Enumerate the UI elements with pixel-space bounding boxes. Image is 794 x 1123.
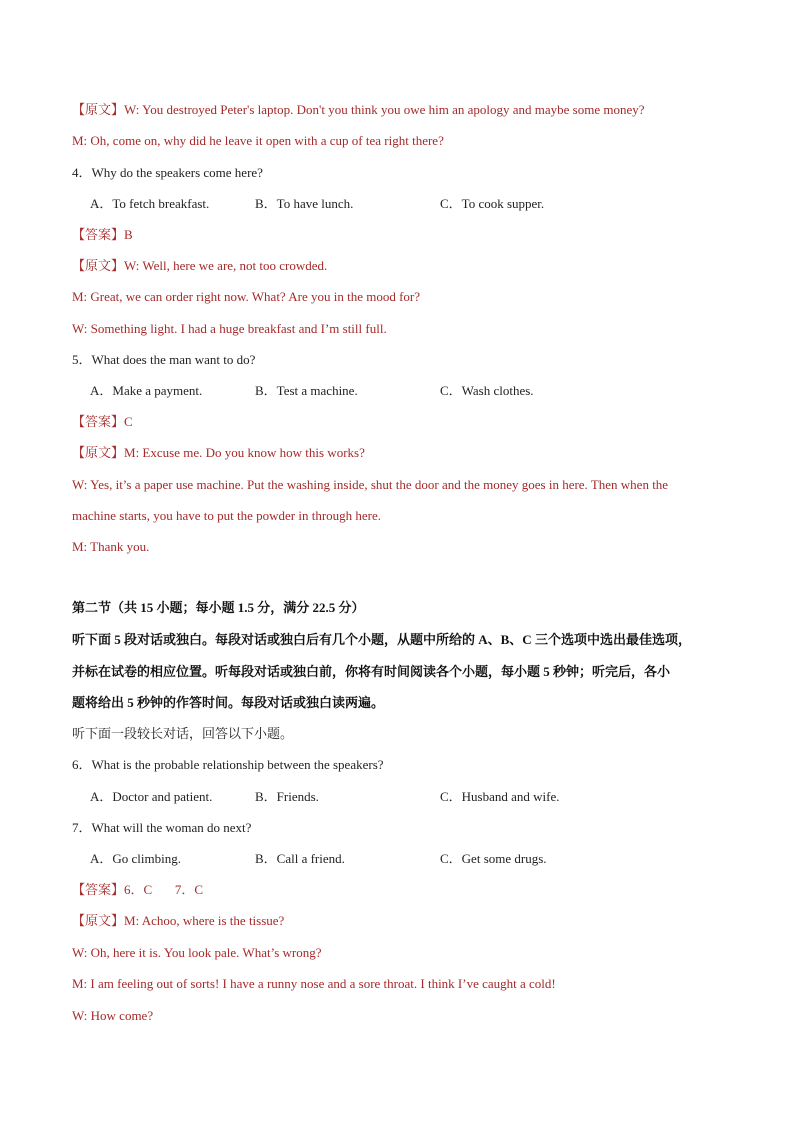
- option-b: B．Call a friend.: [255, 851, 345, 866]
- transcript-tag: 【原文】: [72, 258, 125, 273]
- answer-line: [72, 413, 734, 431]
- answer-tag: 【答案】: [72, 882, 125, 897]
- option-c: C．To cook supper.: [440, 196, 545, 211]
- transcript-text: M: Achoo, where is the tissue?: [124, 913, 285, 928]
- instructions-line: 并标在试卷的相应位置。听每段对话或独白前，你将有时间阅读各个小题，每小题 5 秒钟；听完后，各小: [72, 664, 671, 679]
- option-c: C．Get some drugs.: [440, 851, 547, 866]
- question-7: 7．What will the woman do next?: [72, 820, 252, 835]
- transcript-line: [72, 912, 734, 930]
- transcript-line: M: I am feeling out of sorts! I have a runny nose and a sore throat. I think I’ve caught a cold!: [72, 976, 556, 991]
- answer-line: [72, 881, 734, 899]
- transcript-line: W: Yes, it’s a paper use machine. Put the washing inside, shut the door and the money goes in here. Then when the: [72, 477, 669, 492]
- option-b: B．To have lunch.: [255, 196, 354, 211]
- answer-value: 6．C 7．C: [124, 882, 204, 897]
- question-6: 6．What is the probable relationship between the speakers?: [72, 757, 384, 772]
- transcript-line: M: Thank you.: [72, 539, 150, 554]
- option-c: C．Wash clothes.: [440, 383, 534, 398]
- option-b: B．Friends.: [255, 789, 319, 804]
- question-5: 5．What does the man want to do?: [72, 352, 256, 367]
- answer-tag: 【答案】: [72, 227, 125, 242]
- transcript-line: W: How come?: [72, 1008, 154, 1023]
- transcript-tag: 【原文】: [72, 102, 125, 117]
- option-a: A．To fetch breakfast.: [90, 196, 210, 211]
- transcript-tag: 【原文】: [72, 445, 125, 460]
- option-a: A．Go climbing.: [90, 851, 181, 866]
- answer-line: [72, 226, 734, 244]
- instructions-line: 听下面 5 段对话或独白。每段对话或独白后有几个小题，从题中所给的 A、B、C 三个选项中选出最佳选项，: [72, 632, 691, 647]
- option-c: C．Husband and wife.: [440, 789, 560, 804]
- transcript-line: [72, 444, 734, 462]
- transcript-line: W: Oh, here it is. You look pale. What’s wrong?: [72, 945, 322, 960]
- options-4: [90, 195, 730, 213]
- transcript-text: W: You destroyed Peter's laptop. Don't you think you owe him an apology and maybe some money?: [124, 102, 645, 117]
- transcript-tag: 【原文】: [72, 913, 125, 928]
- instructions-line: 题将给出 5 秒钟的作答时间。每段对话或独白读两遍。: [72, 695, 385, 710]
- transcript-line: M: Oh, come on, why did he leave it open with a cup of tea right there?: [72, 133, 444, 148]
- transcript-line: machine starts, you have to put the powder in through here.: [72, 508, 382, 523]
- lead-line: 听下面一段较长对话，回答以下小题。: [72, 726, 294, 741]
- options-7: [90, 850, 730, 868]
- option-b: B．Test a machine.: [255, 383, 358, 398]
- transcript-text: W: Well, here we are, not too crowded.: [124, 258, 328, 273]
- answer-value: B: [124, 227, 133, 242]
- section-heading: 第二节（共 15 小题；每小题 1.5 分，满分 22.5 分）: [72, 600, 365, 615]
- options-6: [90, 788, 730, 806]
- transcript-line: M: Great, we can order right now. What? Are you in the mood for?: [72, 289, 421, 304]
- transcript-text: M: Excuse me. Do you know how this works?: [124, 445, 365, 460]
- transcript-line: [72, 101, 734, 119]
- option-a: A．Make a payment.: [90, 383, 203, 398]
- options-5: [90, 382, 730, 400]
- answer-value: C: [124, 414, 133, 429]
- question-4: 4．Why do the speakers come here?: [72, 165, 263, 180]
- transcript-line: [72, 257, 734, 275]
- option-a: A．Doctor and patient.: [90, 789, 213, 804]
- answer-tag: 【答案】: [72, 414, 125, 429]
- transcript-line: W: Something light. I had a huge breakfast and I’m still full.: [72, 321, 387, 336]
